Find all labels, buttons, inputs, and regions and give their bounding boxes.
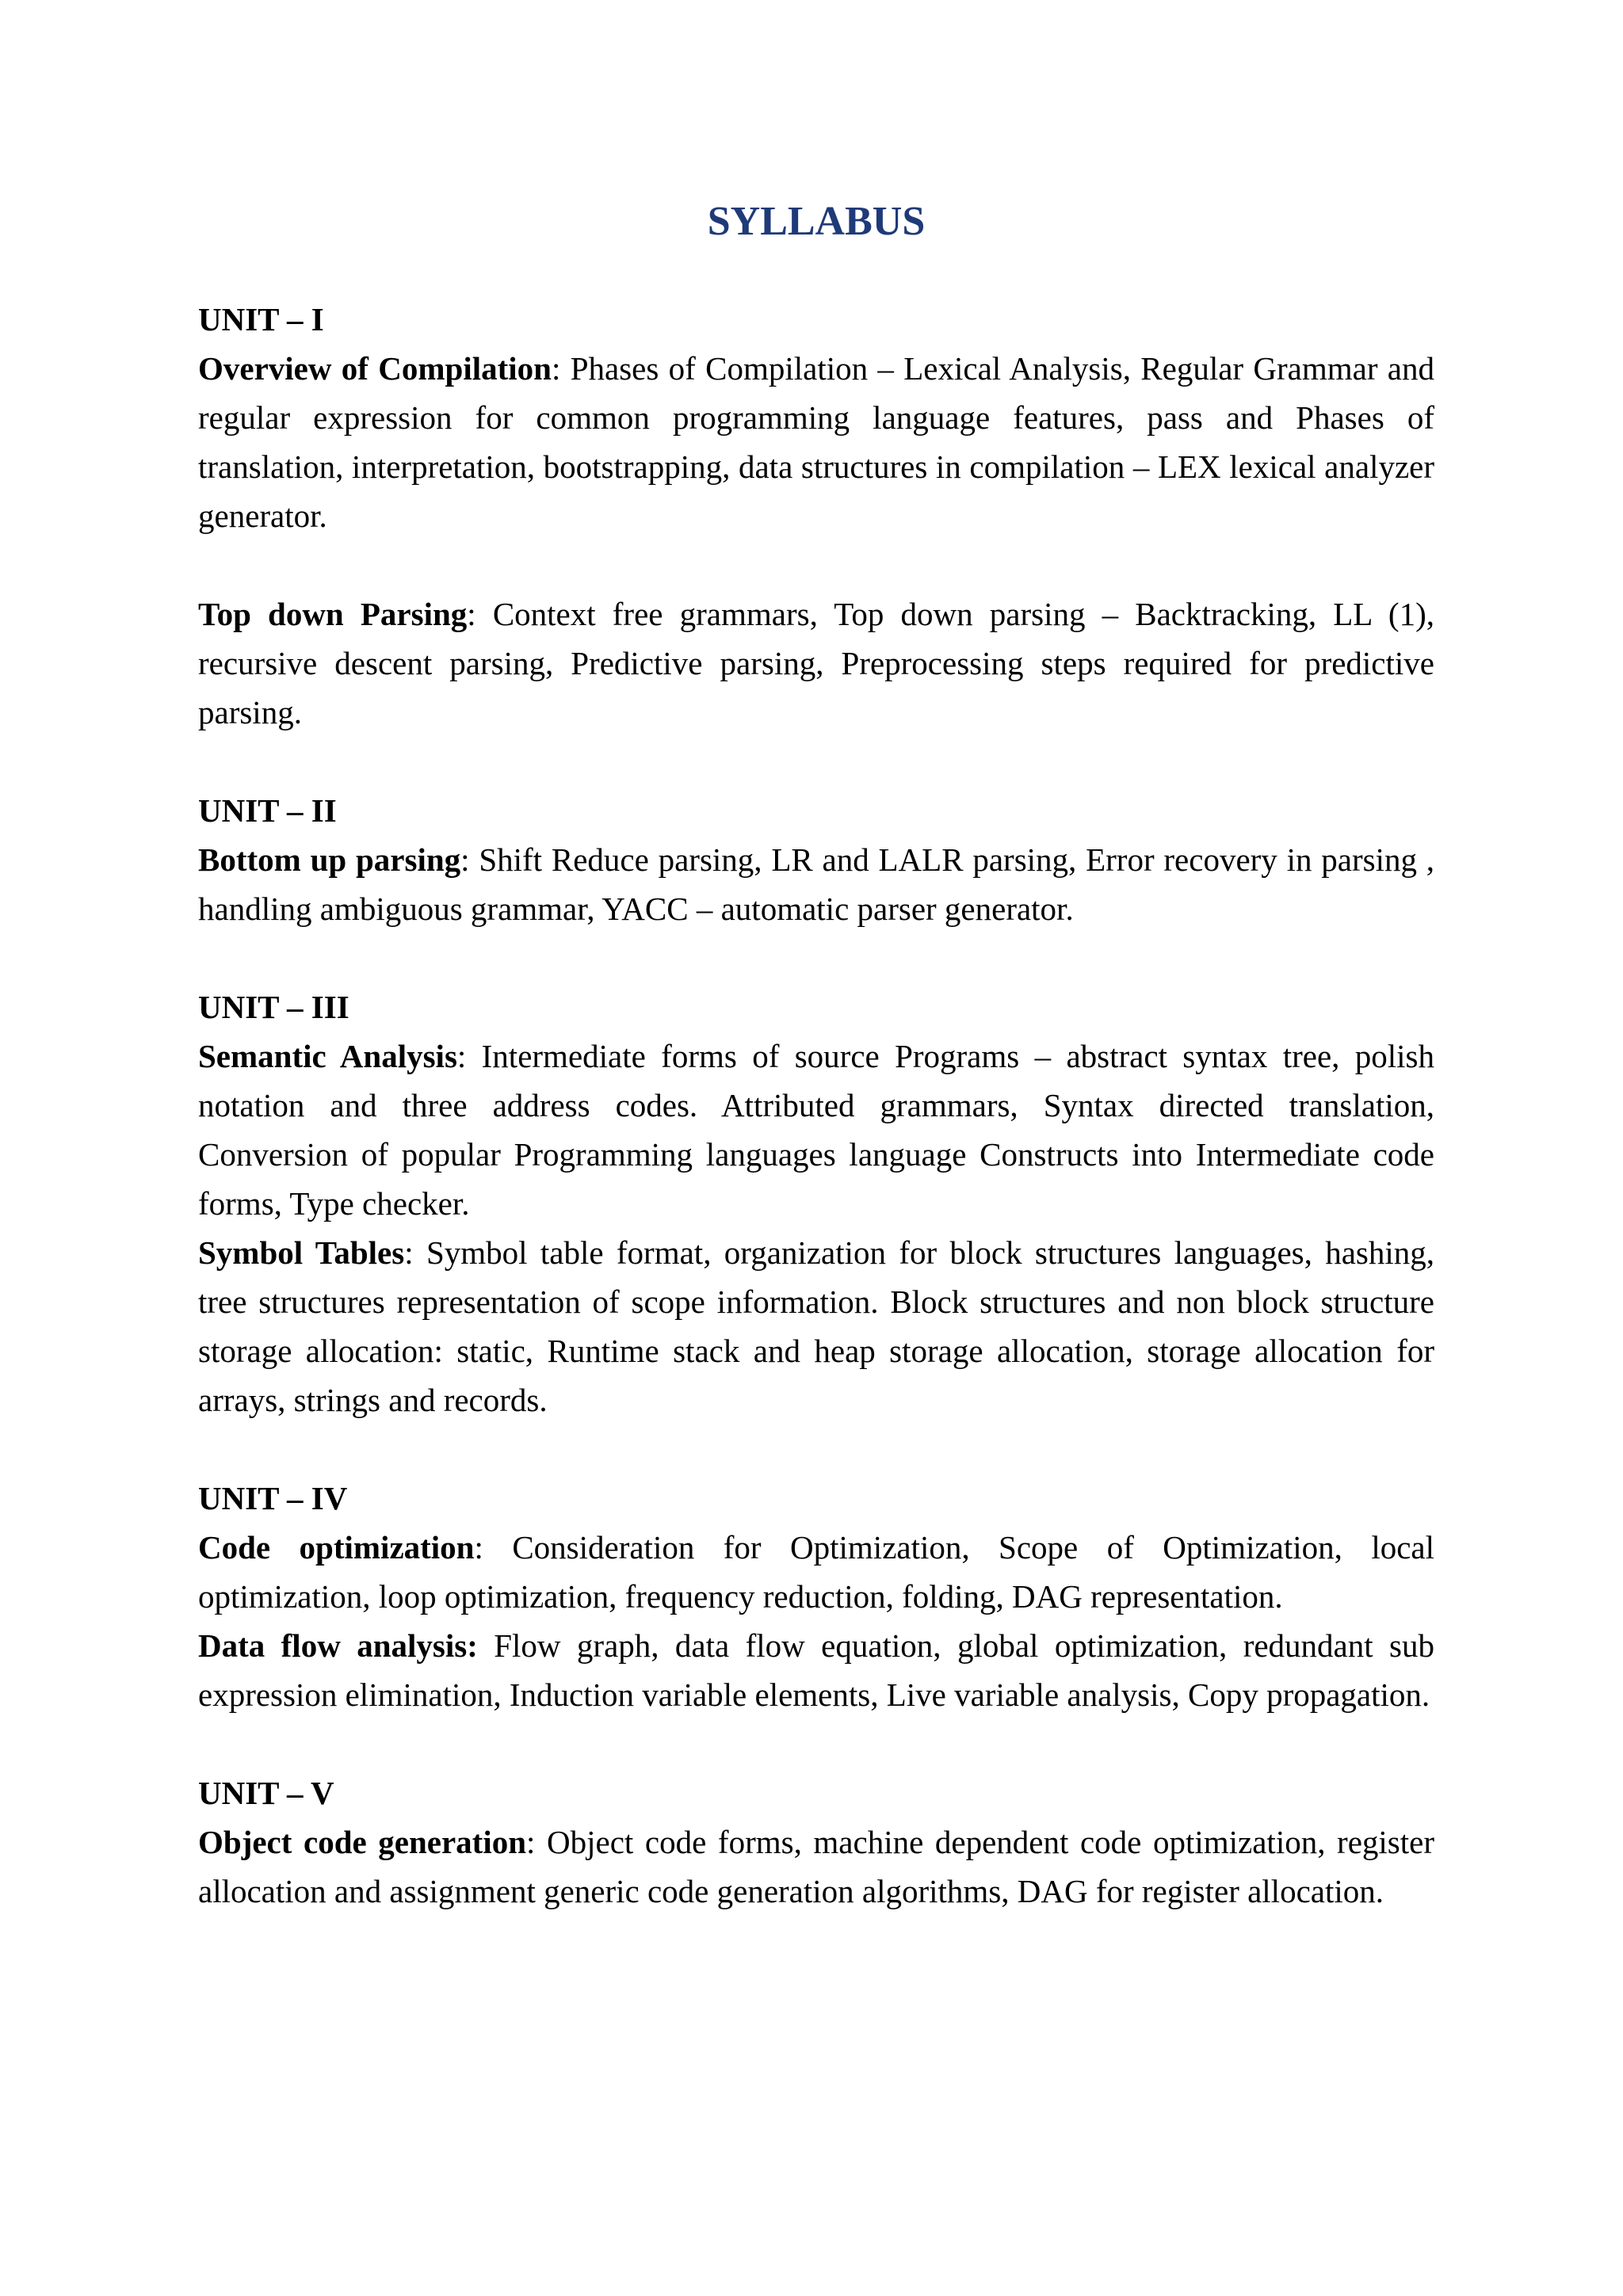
- topic-text: Flow graph, data flow equation, global optimization, redundant sub expression elimination, Induction variable elements, Live variable analysis, Copy propagation.: [198, 1627, 1434, 1713]
- topic-paragraph: [198, 1228, 1434, 1425]
- unit-heading: UNIT – III: [198, 989, 349, 1025]
- unit-2: [198, 786, 1434, 933]
- topic-text: : Phases of Compilation – Lexical Analysis, Regular Grammar and regular expression for common programming language features, pass and Phases of translation, interpretation, bootstrapping, data structures in compilation – LEX lexical analyzer generator.: [198, 350, 1434, 534]
- topic-text: : Shift Reduce parsing, LR and LALR parsing, Error recovery in parsing , handling ambiguous grammar, YACC – automatic parser generator.: [198, 841, 1435, 927]
- topic-text: : Context free grammars, Top down parsing – Backtracking, LL (1), recursive descent parsing, Predictive parsing, Preprocessing steps required for predictive parsing.: [198, 596, 1434, 730]
- topic-title: Top down Parsing: [198, 596, 468, 632]
- unit-1: [198, 295, 1434, 737]
- topic-paragraph: [198, 344, 1434, 540]
- topic-paragraph: [198, 1817, 1434, 1916]
- unit-4: [198, 1474, 1434, 1719]
- topic-text: : Consideration for Optimization, Scope of Optimization, local optimization, loop optimization, frequency reduction, folding, DAG representation.: [198, 1529, 1434, 1615]
- topic-title: Code optimization: [198, 1529, 475, 1566]
- topic-paragraph: [198, 1523, 1434, 1621]
- topic-title: Semantic Analysis: [198, 1038, 457, 1074]
- unit-heading: UNIT – II: [198, 792, 337, 829]
- topic-paragraph: [198, 589, 1434, 737]
- unit-heading: UNIT – V: [198, 1775, 334, 1811]
- topic-title: Data flow analysis:: [198, 1627, 478, 1664]
- unit-3: [198, 982, 1434, 1425]
- topic-text: : Symbol table format, organization for block structures languages, hashing, tree structures representation of scope information. Block structures and non block structure storage allocation: static, Runtime stack and heap storage allocation, storage allocation for arrays, strings and records.: [198, 1234, 1434, 1418]
- topic-text: : Intermediate forms of source Programs – abstract syntax tree, polish notation and three address codes. Attributed grammars, Syntax directed translation, Conversion of popular Programming languages language Constructs into Intermediate code forms, Type checker.: [198, 1038, 1434, 1222]
- page-title: SYLLABUS: [707, 199, 926, 244]
- topic-paragraph: [198, 835, 1434, 933]
- unit-heading: UNIT – I: [198, 301, 324, 338]
- unit-5: [198, 1768, 1434, 1916]
- topic-paragraph: [198, 1032, 1434, 1228]
- topic-paragraph: [198, 1621, 1434, 1719]
- topic-text: : Object code forms, machine dependent code optimization, register allocation and assignment generic code generation algorithms, DAG for register allocation.: [198, 1824, 1434, 1909]
- topic-title: Symbol Tables: [198, 1234, 405, 1271]
- unit-heading: UNIT – IV: [198, 1480, 348, 1516]
- syllabus-content: [198, 295, 1434, 1916]
- topic-title: Object code generation: [198, 1824, 527, 1860]
- topic-title: Overview of Compilation: [198, 350, 552, 387]
- topic-title: Bottom up parsing: [198, 841, 461, 878]
